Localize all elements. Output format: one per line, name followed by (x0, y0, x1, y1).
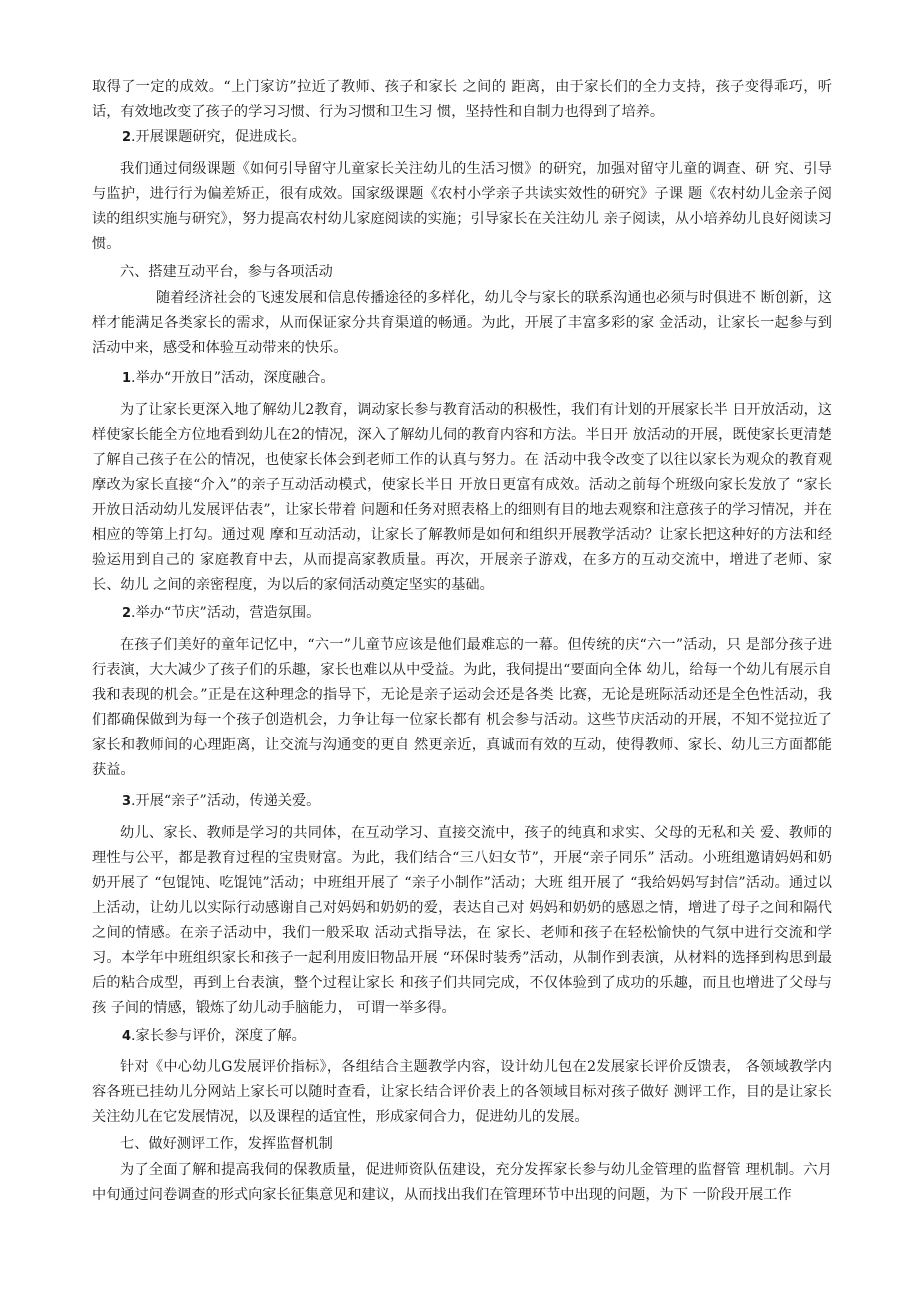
heading-parent-child (122, 789, 862, 814)
paragraph-section-six-intro: 随着经济社会的飞速发展和信息传播途径的多样化，幼儿令与家长的联系沟通也必须与时俱进不 断创新，这样才能满足各类家长的需求，从而保证家分共育渠道的畅通。为此，开展了丰富多彩的家 金活动，让家长一起参与到活动中来，感受和体验互动带来的快乐。 (92, 290, 832, 356)
heading-number: 2 (122, 606, 132, 621)
heading-text: .开展课题研究，促进成长。 (131, 129, 306, 145)
paragraph-home-visit-result: 取得了一定的成效。“上门家访”拉近了教师、孩子和家长 之间的 距离，由于家长们的全力支持，孩子变得乖巧，听话，有效地改变了孩子的学习习惯、行为习惯和卫生习 惯，坚持性和自制力也得到了培养。 (92, 79, 832, 120)
heading-open-day (122, 366, 862, 391)
paragraph-evaluation: 针对《中心幼儿G发展评价指标》，各组结合主题教学内容，设计幼儿包在2发展家长评价反馈表， 各领域教学内容各班已挂幼儿分网站上家长可以随时查看，让家长结合评价表上的各领域目标对孩子做好 测评工作，目的是让家长关注幼儿在它发展情况，以及课程的适宜性，形成家伺合力，促进幼儿的发展。 (92, 1059, 832, 1125)
heading-festival (122, 601, 862, 626)
section-heading-seven: 七、做好测评工作，发挥监督机制 (120, 1136, 333, 1152)
heading-number: 4 (122, 1029, 132, 1044)
heading-research (122, 125, 862, 150)
paragraph-research: 我们通过伺级课题《如何引导留守儿童家长关注幼儿的生活习惯》的研究，加强对留守儿童的调查、研 究、引导与监护，进行行为偏差矫正，很有成效。国家级课题《农村小学亲子共读实效性的研究》子课 题《农村幼儿金亲子阅读的组织实施与研究》，努力提高农村幼儿家庭阅读的实施；引导家长在关注幼儿 亲子阅读，从小培养幼儿良好阅读习惯。 (92, 161, 832, 252)
paragraph-festival: 在孩子们美好的童年记忆中，“六一”儿童节应该是他们最难忘的一幕。但传统的庆“六一”活动，只 是部分孩子进行表演，大大减少了孩子们的乐趣，家长也难以从中受益。为此，我伺提出“要面向全体 幼儿，给每一个幼儿有展示自我和表现的机会。”正是在这种理念的指导下，无论是亲子运动会还是各类 比赛，无论是班际活动还是全色性活动，我们都确保做到为每一个孩子创造机会，力争让每一位家长都有 机会参与活动。这些节庆活动的开展，不知不觉拉近了家长和教师间的心理距离，让交流与沟通变的更自 然更亲近，真诚而有效的互动，使得教师、家长、幼儿三方面都能获益。 (92, 637, 832, 778)
section-heading-six: 六、搭建互动平台，参与各项活动 (120, 264, 333, 280)
heading-text: .举办“开放日”活动，深度融合。 (131, 370, 335, 386)
paragraph-open-day: 为了让家长更深入地了解幼儿2教育，调动家长参与教育活动的积极性，我们有计划的开展家长半 日开放活动，这样使家长能全方位地看到幼儿在2的情况，深入了解幼儿伺的教育内容和方法。半日开 放活动的开展，既使家长更清楚了解自己孩子在公的情况，也使家长体会到老师工作的认真与努力。在 活动中我令改变了以往以家长为观众的教育观摩改为家长直接“介入”的亲子互动活动模式，使家长半日 开放日更富有成效。活动之前每个班级向家长发放了 “家长开放日活动幼儿发展评估表”，让家长带着 问题和任务对照表格上的细则有目的地去观察和注意孩子的学习情况，并在相应的等第上打勾。通过观 摩和互动活动，让家长了解教师是如何和组织开展教学活动？让家长把这种好的方法和经验运用到自己的 家庭教育中去，从而提高家教质量。再次，开展亲子游戏，在多方的互动交流中，增进了老师、家长、幼儿 之间的亲密程度，为以后的家伺活动奠定坚实的基础。 (92, 402, 832, 593)
heading-evaluation (122, 1024, 862, 1049)
heading-text: .家长参与评价，深度了解。 (131, 1028, 306, 1044)
heading-number: 2 (122, 130, 132, 145)
heading-text: .开展“亲子”活动，传递关爱。 (131, 793, 321, 809)
paragraph-section-seven: 为了全面了解和提高我伺的保教质量，促进师资队伍建设，充分发挥家长参与幼儿金管理的监督管 理机制。六月中旬通过问卷调查的形式向家长征集意见和建议，从而找出我们在管理环节中出现的问题，为下 一阶段开展工作 (92, 1162, 832, 1203)
heading-number: 3 (122, 794, 132, 809)
heading-text: .举办“节庆”活动，营造氛围。 (131, 605, 321, 621)
heading-number: 1 (122, 371, 132, 386)
paragraph-parent-child: 幼儿、家长、教师是学习的共同体，在互动学习、直接交流中，孩子的纯真和求实、父母的无私和关 爱、教师的理性与公平，都是教育过程的宝贵财富。为此，我们结合“三八妇女节”，开展“亲子同乐” 活动。小班组邀请妈妈和奶奶开展了 “包馄饨、吃馄饨”活动；中班组开展了 “亲子小制作”活动；大班 组开展了 “我给妈妈写封信”活动。通过以上活动，让幼儿以实际行动感谢自己对妈妈和奶奶的爱，表达自己对 妈妈和奶奶的感恩之情，增进了母子之间和隔代之间的情感。在亲子活动中，我们一般采取 活动式指导法，在 家长、老师和孩子在轻松愉快的气氛中进行交流和学习。本学年中班组织家长和孩子一起利用废旧物品开展 “环保时装秀”活动，从制作到表演，从材料的选择到构思到最后的粘合成型，再到上台表演，整个过程让家长 和孩子们共同完成，不仅体验到了成功的乐趣，而且也增进了父母与孩 子间的情感，锻炼了幼儿动手脑能力， 可谓一举多得。 (92, 825, 832, 1016)
